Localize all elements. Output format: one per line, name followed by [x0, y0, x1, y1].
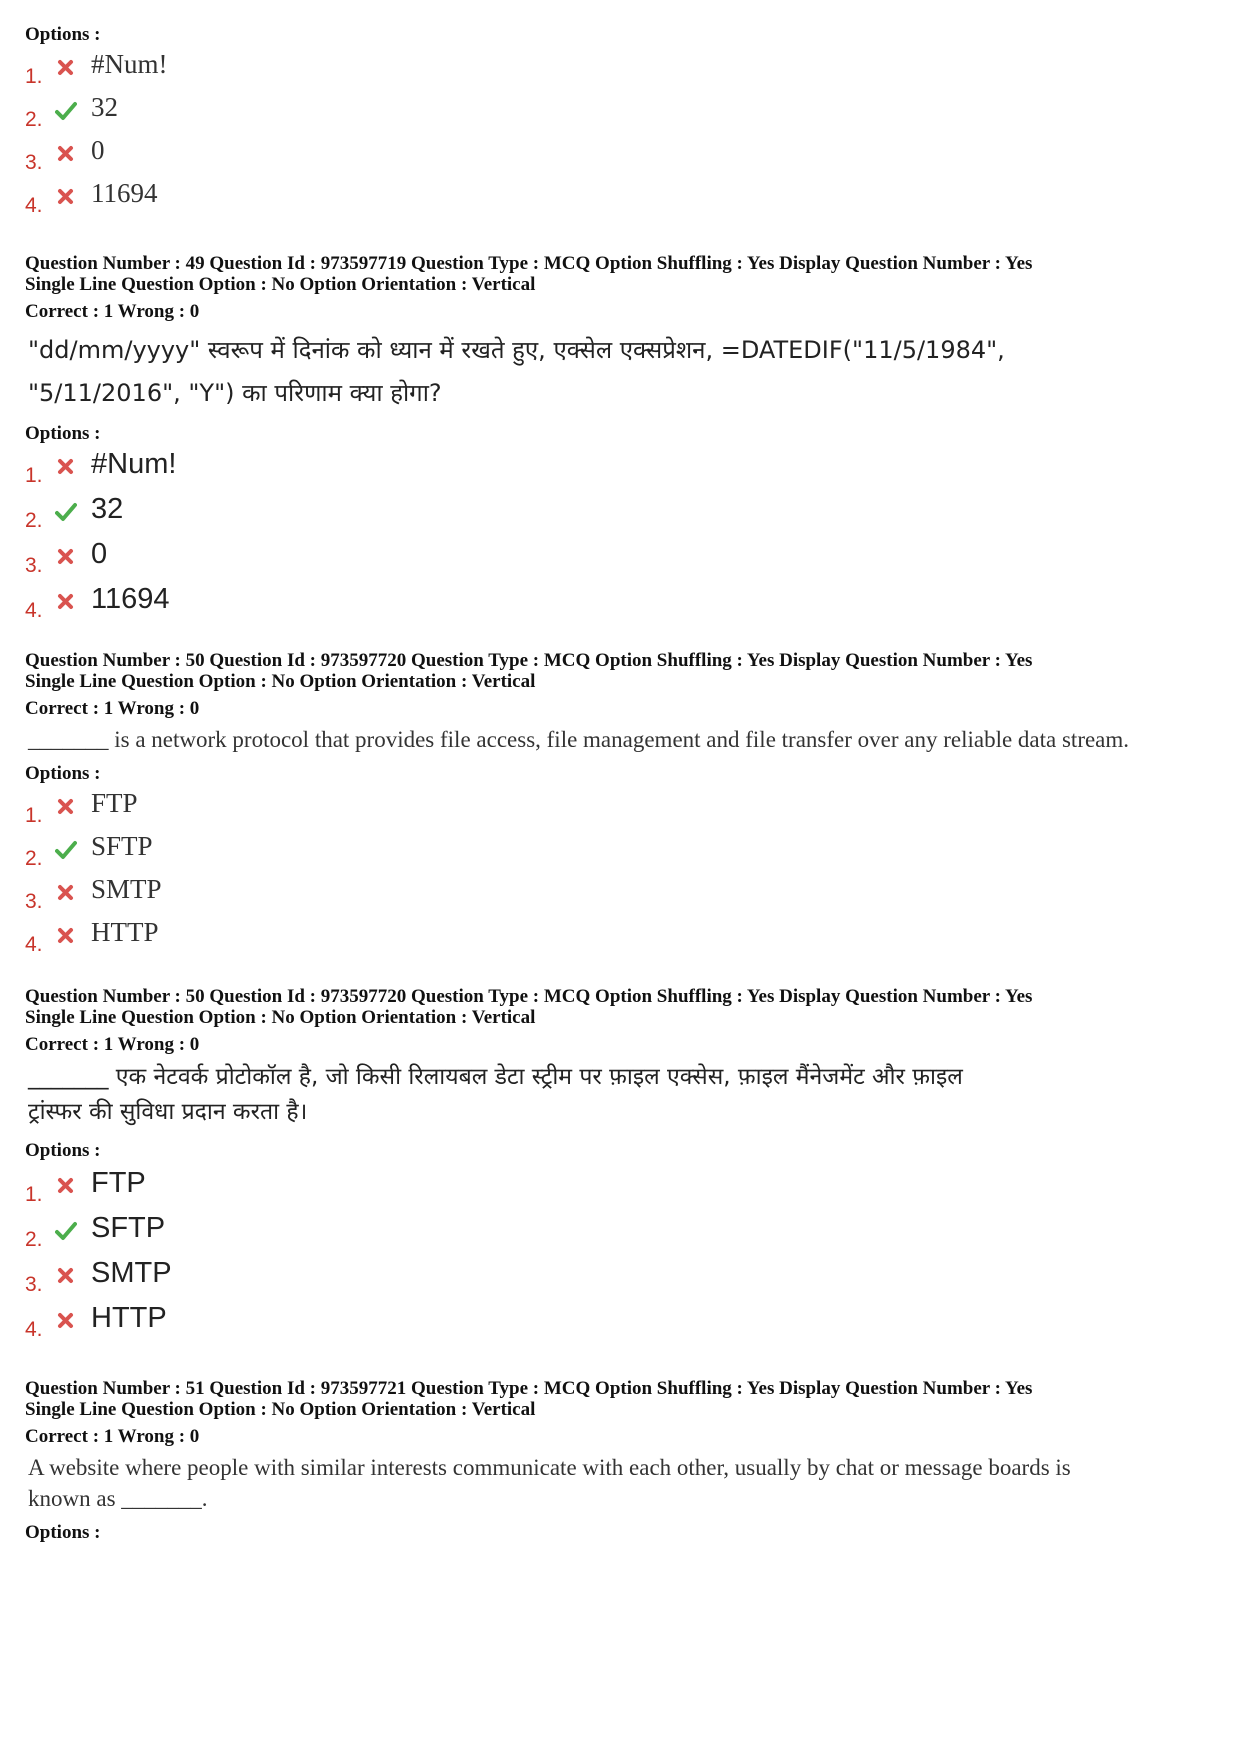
question-meta-line-2: Single Line Question Option : No Option Orientation : Vertical: [25, 1398, 536, 1420]
question-meta-line-2: Single Line Question Option : No Option Orientation : Vertical: [25, 273, 536, 295]
option-row: [25, 92, 625, 139]
correct-check-icon: [55, 501, 77, 523]
wrong-cross-icon: [55, 882, 77, 904]
correct-wrong-line: Correct : 1 Wrong : 0: [25, 1034, 200, 1055]
question-text: [28, 1060, 1220, 1130]
option-row: [25, 448, 625, 497]
option-row: [25, 135, 625, 182]
option-text: SMTP: [91, 874, 162, 904]
option-text: 32: [91, 92, 118, 122]
option-row: [25, 874, 625, 921]
options-label: Options :: [25, 24, 101, 45]
option-number: 4.: [25, 933, 43, 956]
option-number: 4.: [25, 194, 43, 217]
correct-check-icon: [55, 100, 77, 122]
option-number: 4.: [25, 599, 43, 622]
options-label: Options :: [25, 763, 101, 784]
option-row: [25, 917, 625, 964]
option-number: 2.: [25, 1228, 43, 1251]
question-50-english-block: [25, 651, 1220, 964]
top-options-block: [25, 24, 1220, 225]
question-text-line-1: "dd/mm/yyyy" स्वरूप में दिनांक को ध्यान में रखते हुए, एक्सेल एक्सप्रेशन, =DATEDIF("11/5/1984",: [28, 336, 1005, 364]
question-text: [28, 329, 1220, 415]
options-label: Options :: [25, 423, 101, 444]
option-text: 11694: [91, 583, 170, 615]
option-text: #Num!: [91, 448, 177, 480]
wrong-cross-icon: [55, 591, 77, 613]
option-row: [25, 1302, 625, 1351]
option-list: [25, 788, 1220, 964]
wrong-cross-icon: [55, 546, 77, 568]
option-text: HTTP: [91, 917, 159, 947]
option-row: [25, 1167, 625, 1216]
correct-check-icon: [55, 1220, 77, 1242]
question-text-line-2: ट्रांस्फर की सुविधा प्रदान करता है।: [28, 1099, 308, 1125]
option-list: [25, 1167, 1220, 1351]
question-meta-line-1: Question Number : 49 Question Id : 973597719 Question Type : MCQ Option Shuffling : Yes Display Question Number : Yes: [25, 253, 1033, 274]
option-row: [25, 178, 625, 225]
question-text-line-1: _______ एक नेटवर्क प्रोटोकॉल है, जो किसी रिलायबल डेटा स्ट्रीम पर फ़ाइल एक्सेस, फ़ाइल मैंनेजमेंट और फ़ाइल: [28, 1064, 963, 1090]
option-number: 1.: [25, 464, 43, 487]
option-number: 1.: [25, 1183, 43, 1206]
question-text: [28, 1452, 1220, 1514]
question-meta-line-1: Question Number : 50 Question Id : 973597720 Question Type : MCQ Option Shuffling : Yes Display Question Number : Yes: [25, 986, 1033, 1007]
option-text: 32: [91, 493, 124, 525]
question-text-line-2: "5/11/2016", "Y") का परिणाम क्या होगा?: [28, 379, 442, 407]
option-number: 3.: [25, 554, 43, 577]
wrong-cross-icon: [55, 1175, 77, 1197]
option-row: [25, 788, 625, 835]
options-label: Options :: [25, 1140, 101, 1161]
option-row: [25, 493, 625, 542]
option-text: #Num!: [91, 49, 168, 79]
correct-check-icon: [55, 839, 77, 861]
question-49-block: [25, 254, 1220, 632]
wrong-cross-icon: [55, 925, 77, 947]
correct-wrong-line: Correct : 1 Wrong : 0: [25, 1426, 200, 1447]
option-number: 1.: [25, 65, 43, 88]
question-meta-line-2: Single Line Question Option : No Option Orientation : Vertical: [25, 670, 536, 692]
question-50-hindi-block: [25, 987, 1220, 1351]
option-list: [25, 49, 1220, 225]
option-number: 2.: [25, 847, 43, 870]
wrong-cross-icon: [55, 186, 77, 208]
wrong-cross-icon: [55, 456, 77, 478]
option-text: 0: [91, 538, 108, 570]
option-row: [25, 49, 625, 96]
option-row: [25, 1257, 625, 1306]
correct-wrong-line: Correct : 1 Wrong : 0: [25, 698, 200, 719]
question-meta-line-2: Single Line Question Option : No Option Orientation : Vertical: [25, 1006, 536, 1028]
question-text-line-1: A website where people with similar interests communicate with each other, usually by chat or message boards is: [28, 1455, 1071, 1480]
option-text: FTP: [91, 788, 138, 818]
correct-wrong-line: Correct : 1 Wrong : 0: [25, 301, 200, 322]
option-row: [25, 583, 625, 632]
options-label: Options :: [25, 1522, 101, 1543]
option-text: SMTP: [91, 1257, 172, 1289]
wrong-cross-icon: [55, 1310, 77, 1332]
option-row: [25, 831, 625, 878]
option-number: 2.: [25, 509, 43, 532]
option-row: [25, 538, 625, 587]
option-row: [25, 1212, 625, 1261]
question-text: _______ is a network protocol that provides file access, file management and file transfer over any reliable data stream.: [28, 727, 1130, 752]
option-number: 2.: [25, 108, 43, 131]
option-number: 4.: [25, 1318, 43, 1341]
question-meta-line-1: Question Number : 50 Question Id : 973597720 Question Type : MCQ Option Shuffling : Yes Display Question Number : Yes: [25, 650, 1033, 671]
option-number: 1.: [25, 804, 43, 827]
option-number: 3.: [25, 151, 43, 174]
option-text: 0: [91, 135, 105, 165]
wrong-cross-icon: [55, 796, 77, 818]
question-meta-line-1: Question Number : 51 Question Id : 973597721 Question Type : MCQ Option Shuffling : Yes Display Question Number : Yes: [25, 1378, 1033, 1399]
option-list: [25, 448, 1220, 632]
option-text: SFTP: [91, 831, 153, 861]
question-text-line-2: known as _______.: [28, 1486, 208, 1511]
option-text: 11694: [91, 178, 158, 208]
option-text: HTTP: [91, 1302, 167, 1334]
question-51-block: [25, 1379, 1220, 1543]
option-text: FTP: [91, 1167, 146, 1199]
option-number: 3.: [25, 890, 43, 913]
option-number: 3.: [25, 1273, 43, 1296]
wrong-cross-icon: [55, 1265, 77, 1287]
wrong-cross-icon: [55, 57, 77, 79]
wrong-cross-icon: [55, 143, 77, 165]
option-text: SFTP: [91, 1212, 166, 1244]
